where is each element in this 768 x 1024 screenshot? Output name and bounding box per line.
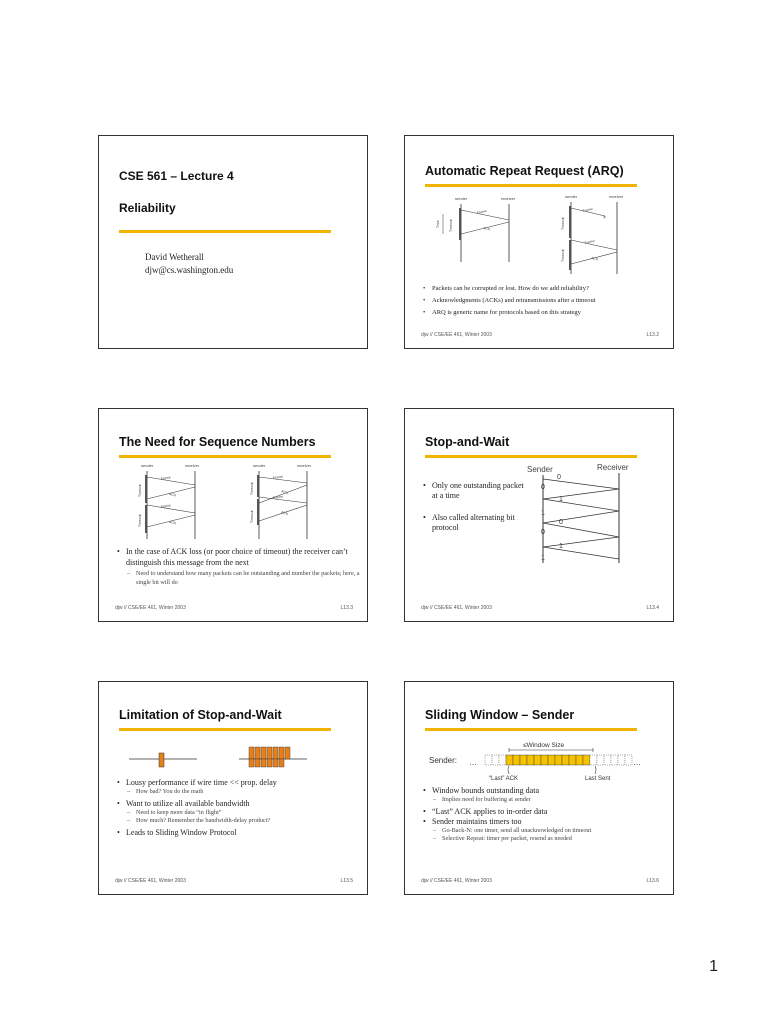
footer: djw // CSE/EE 461, Winter 2003 bbox=[421, 878, 492, 884]
bullet-list bbox=[423, 481, 531, 533]
sub-list bbox=[432, 796, 671, 805]
sender-label: sender bbox=[253, 463, 266, 468]
bullet-text: “Last” ACK applies to in-order data bbox=[432, 806, 548, 816]
sub-bullet: – Selective Repeat: timer per packet, resend as needed bbox=[432, 835, 671, 844]
slide-1 bbox=[98, 135, 368, 349]
bullet-list bbox=[423, 283, 663, 319]
sliding-window-diagram bbox=[425, 738, 669, 786]
frame-label: Frame bbox=[584, 238, 596, 245]
timeout-label: Timeout bbox=[561, 249, 565, 262]
timeout-label: Timeout bbox=[561, 217, 565, 230]
bullet bbox=[117, 799, 361, 826]
frame-label: Frame bbox=[582, 206, 594, 213]
slide-subtitle: Reliability bbox=[119, 201, 176, 215]
sender-label: Sender: bbox=[429, 756, 458, 765]
bullet bbox=[423, 817, 671, 844]
bullet-text: Lousy performance if wire time << prop. delay bbox=[126, 778, 277, 787]
author-name: David Wetherall bbox=[145, 252, 204, 262]
sub-bullet: – Go-Back-N: one timer, send all unacknowledged on timeout bbox=[432, 827, 671, 836]
footer: djw // CSE/EE 461, Winter 2003 bbox=[115, 878, 186, 884]
sender-label: sender bbox=[565, 194, 578, 199]
title-rule bbox=[119, 230, 331, 233]
slide-number: L13.4 bbox=[646, 605, 659, 611]
frame-label: Frame bbox=[272, 474, 284, 480]
slide-number: L13.2 bbox=[646, 332, 659, 338]
seq-label: 0 bbox=[557, 474, 561, 481]
receiver-label: receiver bbox=[609, 194, 624, 199]
sub-bullet: – How much? Remember the bandwidth-delay product? bbox=[126, 817, 361, 826]
sub-list bbox=[126, 809, 361, 826]
bullet-text: In the case of ACK loss (or poor choice of timeout) the receiver can’t distinguish this message from the next bbox=[126, 547, 348, 567]
receiver-label: receiver bbox=[297, 463, 312, 468]
slide-2 bbox=[404, 135, 674, 349]
slide-number: L13.3 bbox=[340, 605, 353, 611]
seq-label: 0 bbox=[559, 519, 563, 526]
ellipsis-left: … bbox=[469, 758, 477, 767]
bullet: • Also called alternating bit protocol bbox=[423, 513, 531, 533]
limitation-diagram bbox=[125, 742, 325, 772]
bullet bbox=[117, 778, 361, 797]
ack-label: ACK bbox=[280, 510, 289, 517]
frame-label: Frame bbox=[476, 208, 488, 215]
last-ack-label: “Last” ACK bbox=[489, 776, 519, 782]
slide-title: Stop-and-Wait bbox=[425, 435, 510, 449]
slide-title: Limitation of Stop-and-Wait bbox=[119, 708, 282, 722]
timeout-label: Timeout bbox=[138, 484, 142, 497]
seq-label: 0 bbox=[541, 529, 545, 536]
bullet: • Only one outstanding packet at a time bbox=[423, 481, 531, 501]
sender-label: sender bbox=[141, 463, 154, 468]
timeout-label: Timeout bbox=[138, 514, 142, 527]
seq-label: 1 bbox=[559, 543, 563, 550]
bullet-text: Leads to Sliding Window Protocol bbox=[126, 827, 237, 837]
sub-list bbox=[432, 827, 671, 844]
bullet-text: Want to utilize all available bandwidth bbox=[126, 798, 250, 808]
slide-number: L13.5 bbox=[340, 878, 353, 884]
title-rule bbox=[119, 455, 331, 458]
sub-bullet: – How bad? You do the math bbox=[126, 788, 361, 797]
bullet: • Packets can be corrupted or lost. How do we add reliability? bbox=[423, 283, 663, 295]
ack-label: ACK bbox=[168, 492, 177, 498]
seq-diagram bbox=[129, 459, 359, 541]
sheet-page-number: 1 bbox=[709, 958, 718, 975]
seq-label: 1 bbox=[559, 496, 563, 503]
title-rule bbox=[425, 455, 637, 458]
bullet-list bbox=[117, 778, 361, 838]
sub-bullet: – Need to understand how many packets can be outstanding and number the packets; here, a single bit will do bbox=[126, 570, 361, 587]
arq-diagram bbox=[425, 192, 655, 276]
author-email: djw@cs.washington.edu bbox=[145, 265, 234, 275]
bullet-text: Window bounds outstanding data bbox=[432, 786, 539, 795]
slide-3 bbox=[98, 408, 368, 622]
sub-bullet: – Need to keep more data “in flight” bbox=[126, 809, 361, 818]
receiver-label: receiver bbox=[501, 196, 516, 201]
bullet-list bbox=[423, 786, 671, 844]
ack-label: ACK bbox=[168, 520, 177, 526]
slide-title: The Need for Sequence Numbers bbox=[119, 435, 316, 449]
slide-title: Automatic Repeat Request (ARQ) bbox=[425, 164, 624, 178]
footer: djw // CSE/EE 461, Winter 2003 bbox=[421, 605, 492, 611]
title-rule bbox=[425, 184, 637, 187]
frame-label: Frame bbox=[160, 475, 172, 481]
sub-bullet: – Implies need for buffering at sender bbox=[432, 796, 671, 805]
ack-label: ACK bbox=[590, 256, 599, 262]
slide-title: Sliding Window – Sender bbox=[425, 708, 575, 722]
frame-label: Frame bbox=[272, 494, 284, 500]
title-rule bbox=[119, 728, 331, 731]
seq-label: 1 bbox=[541, 510, 545, 517]
sender-label: sender bbox=[455, 196, 468, 201]
slide-4 bbox=[404, 408, 674, 622]
ack-label: ACK bbox=[280, 489, 289, 496]
ack-label: ACK bbox=[482, 226, 491, 232]
bullet-text: Sender maintains timers too bbox=[432, 816, 522, 826]
bullet-list bbox=[117, 546, 361, 587]
seq-label: 1 bbox=[541, 555, 545, 562]
bullet bbox=[117, 546, 361, 587]
footer: djw // CSE/EE 461, Winter 2003 bbox=[421, 332, 492, 338]
footer: djw // CSE/EE 461, Winter 2003 bbox=[115, 605, 186, 611]
time-label: Time bbox=[436, 220, 440, 228]
receiver-label: Receiver bbox=[597, 463, 629, 472]
window-size-label: ≤Window Size bbox=[523, 742, 565, 749]
bullet bbox=[423, 807, 671, 817]
bullet bbox=[117, 828, 361, 838]
slide-5 bbox=[98, 681, 368, 895]
receiver-label: receiver bbox=[185, 463, 200, 468]
slide-title: CSE 561 – Lecture 4 bbox=[119, 169, 234, 183]
sub-list bbox=[126, 570, 361, 587]
timeout-label: Timeout bbox=[250, 510, 254, 523]
last-sent-label: Last Sent bbox=[585, 776, 611, 782]
title-rule bbox=[425, 728, 637, 731]
frame-label: Frame bbox=[160, 503, 172, 509]
bullet bbox=[423, 786, 671, 805]
slide-number: L13.6 bbox=[646, 878, 659, 884]
bullet: • ARQ is generic name for protocols based on this strategy bbox=[423, 307, 663, 319]
timeout-label: Timeout bbox=[449, 219, 453, 232]
seq-label: 0 bbox=[541, 484, 545, 491]
sender-label: Sender bbox=[527, 465, 553, 474]
timeout-label: Timeout bbox=[250, 482, 254, 495]
slide-6 bbox=[404, 681, 674, 895]
lost-mark: × bbox=[603, 215, 606, 221]
ellipsis-right: … bbox=[633, 758, 641, 767]
stop-and-wait-diagram bbox=[523, 459, 673, 569]
bullet: • Acknowledgments (ACKs) and retransmissions after a timeout bbox=[423, 295, 663, 307]
sub-list bbox=[126, 788, 361, 797]
